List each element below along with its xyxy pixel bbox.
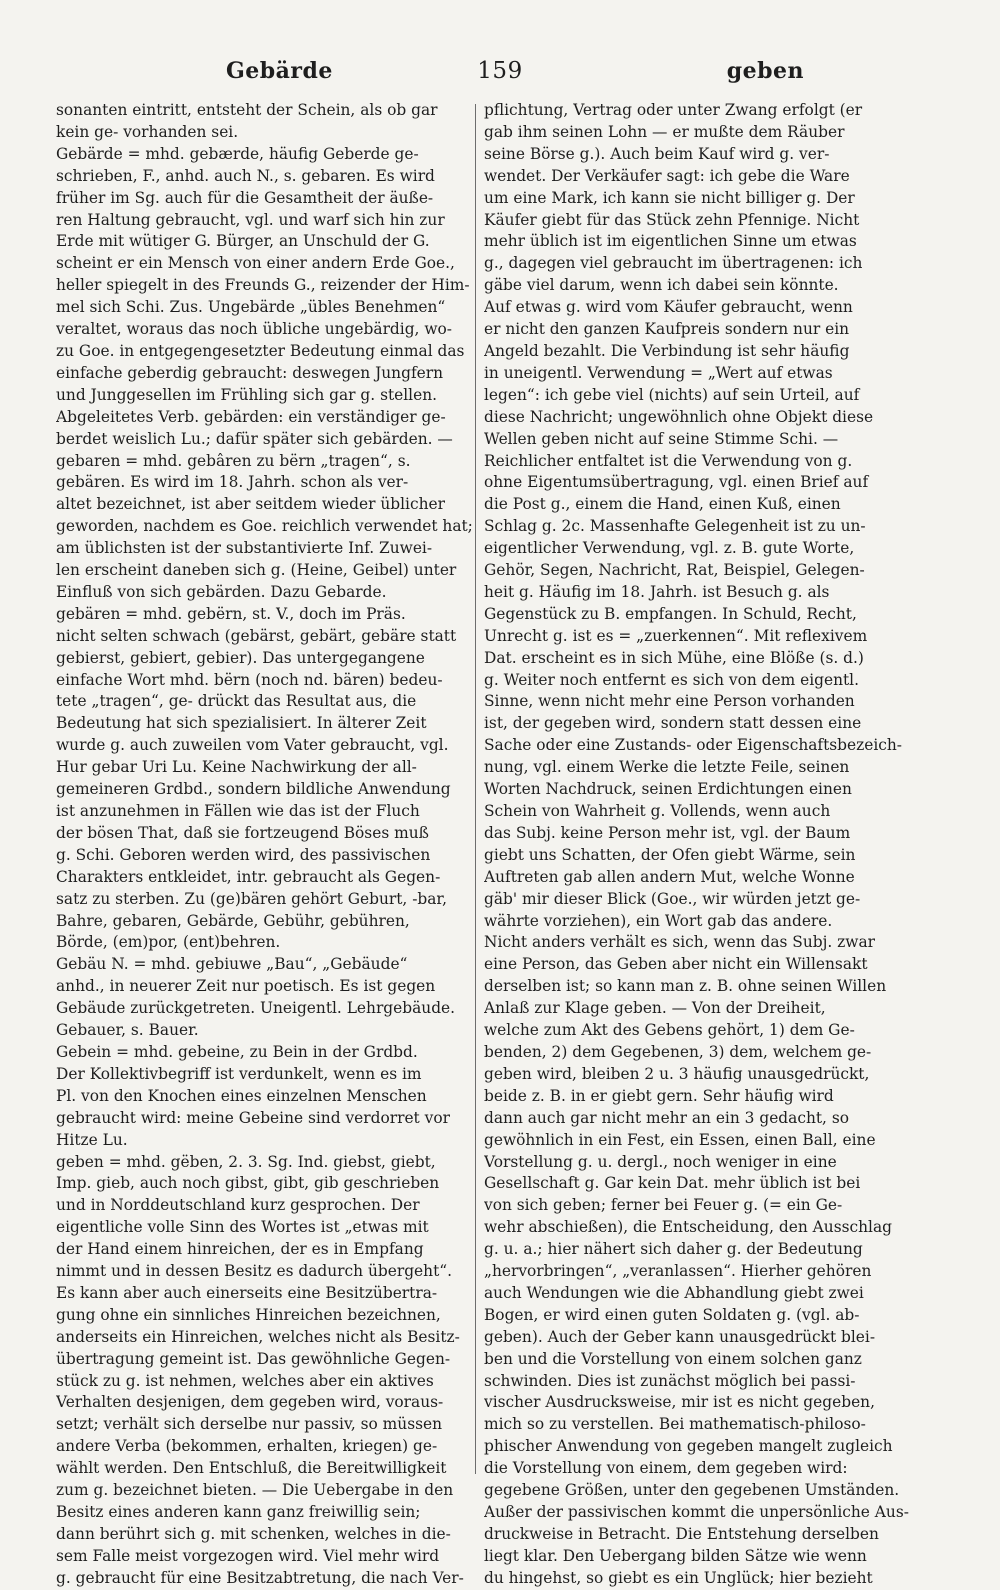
text-line: Hur gebar Uri Lu. Keine Nachwirkung der all- — [56, 758, 417, 777]
text-line: mel sich Schi. Zus. Ungebärde „übles Benehmen“ — [56, 298, 446, 317]
text-line: gemeineren Grdbd., sondern bildliche Anwendung — [56, 780, 451, 799]
text-line: schrieben, F., anhd. auch N., s. gebaren. Es wird — [56, 166, 435, 185]
text-line: gebaren = mhd. gebâren zu bërn „tragen“, s. — [56, 451, 411, 470]
text-line: Auftreten gab allen andern Mut, welche Wonne — [484, 867, 855, 886]
text-line: mehr üblich ist im eigentlichen Sinne um etwas — [484, 232, 857, 251]
text-line: Bahre, gebaren, Gebärde, Gebühr, gebühren, — [56, 911, 410, 930]
text-line: Gebäu N. = mhd. gebiuwe „Bau“, „Gebäude“ — [56, 955, 408, 974]
text-line: Gebauer, s. Bauer. — [56, 1021, 199, 1040]
text-line: der Hand einem hinreichen, der es in Empfang — [56, 1240, 424, 1259]
text-line: Pl. von den Knochen eines einzelnen Menschen — [56, 1086, 427, 1105]
text-line: von sich geben; ferner bei Feuer g. (= ein Ge- — [484, 1196, 843, 1215]
text-line: dann auch gar nicht mehr an ein 3 gedacht, so — [484, 1108, 849, 1127]
text-line: anhd., in neuerer Zeit nur poetisch. Es ist gegen — [56, 977, 436, 996]
text-line: Imp. gieb, auch noch gibst, gibt, gib geschrieben — [56, 1174, 440, 1193]
text-line: tete „tragen“, ge- drückt das Resultat aus, die — [56, 692, 417, 711]
text-line: geben = mhd. gëben, 2. 3. Sg. Ind. giebst, giebt, — [56, 1152, 436, 1171]
text-line: schwinden. Dies ist zunächst möglich bei passi- — [484, 1371, 856, 1390]
text-line: um eine Mark, ich kann sie nicht billiger g. Der — [484, 188, 855, 207]
text-line: gebraucht wird: meine Gebeine sind verdorret vor — [56, 1108, 450, 1127]
text-line: eine Person, das Geben aber nicht ein Willensakt — [484, 955, 868, 974]
text-line: geben wird, bleiben 2 u. 3 häufig unausgedrückt, — [484, 1064, 870, 1083]
text-line: Es kann aber auch einerseits eine Besitzübertra- — [56, 1283, 438, 1302]
text-line: Angeld bezahlt. Die Verbindung ist sehr häufig — [484, 341, 850, 360]
text-line: heit g. Häufig im 18. Jahrh. ist Besuch g. als — [484, 582, 830, 601]
text-line: nung, vgl. einem Werke die letzte Feile, seinen — [484, 758, 850, 777]
text-line: sem Falle meist vorgezogen wird. Viel mehr wird — [56, 1546, 440, 1565]
text-line: einfache Wort mhd. bërn (noch nd. bären) bedeu- — [56, 670, 443, 689]
text-line: in uneigentl. Verwendung = „Wert auf etwas — [484, 363, 833, 382]
text-line: nimmt und in dessen Besitz es dadurch übergeht“. — [56, 1262, 453, 1281]
text-line: Auf etwas g. wird vom Käufer gebraucht, wenn — [484, 298, 853, 317]
text-line: eigentliche volle Sinn des Wortes ist „etwas mit — [56, 1218, 429, 1237]
text-line: Käufer giebt für das Stück zehn Pfennige. Nicht — [484, 210, 860, 229]
text-line: veraltet, woraus das noch übliche ungebärdig, wo- — [56, 320, 452, 339]
text-line: beide z. B. in er giebt gern. Sehr häufig wird — [484, 1086, 834, 1105]
text-line: wendet. Der Verkäufer sagt: ich gebe die Ware — [484, 166, 850, 185]
text-line: früher im Sg. auch für die Gesamtheit der äuße- — [56, 188, 434, 207]
text-line: Worten Nachdruck, seinen Erdichtungen einen — [484, 780, 852, 799]
text-line: Schlag g. 2c. Massenhafte Gelegenheit ist zu un- — [484, 517, 866, 536]
text-line: gebierst, gebiert, gebier). Das untergegangene — [56, 648, 425, 667]
text-line: Abgeleitetes Verb. gebärden: ein verständiger ge- — [56, 407, 446, 426]
text-line: Schein von Wahrheit g. Vollends, wenn auch — [484, 802, 831, 820]
text-line: setzt; verhält sich derselbe nur passiv, so müssen — [56, 1415, 443, 1434]
text-line: auch Wendungen wie die Abhandlung giebt zwei — [484, 1283, 864, 1302]
text-line: ren Haltung gebraucht, vgl. und warf sich hin zur — [56, 210, 445, 229]
text-line: g. gebraucht für eine Besitzabtretung, die nach Ver- — [56, 1568, 464, 1587]
text-line: währte vorziehen), ein Wort gab das andere. — [484, 911, 833, 930]
text-line: derselben ist; so kann man z. B. ohne seinen Willen — [484, 977, 887, 996]
text-line: dann berührt sich g. mit schenken, welches in die- — [56, 1524, 451, 1543]
text-line: scheint er ein Mensch von einer andern Erde Goe., — [56, 254, 455, 273]
text-line: Erde mit wütiger G. Bürger, an Unschuld der G. — [56, 232, 430, 251]
text-line: gäbe viel darum, wenn ich dabei sein könnte. — [484, 276, 839, 295]
text-line: Gebein = mhd. gebeine, zu Bein in der Grdbd. — [56, 1042, 418, 1061]
text-line: heller spiegelt in des Freunds G., reizender der Him- — [56, 276, 470, 295]
text-line: kein ge- vorhanden sei. — [56, 122, 239, 141]
text-line: und in Norddeutschland kurz gesprochen. Der — [56, 1196, 420, 1215]
text-line: wählt werden. Den Entschluß, die Bereitwilligkeit — [56, 1459, 447, 1478]
text-line: Reichlicher entfaltet ist die Verwendung von g. — [484, 451, 853, 470]
text-line: satz zu sterben. Zu (ge)bären gehört Geburt, -bar, — [56, 889, 447, 908]
text-line: du hingehst, so giebt es ein Unglück; hier bezieht — [484, 1568, 873, 1587]
text-line: gegebene Größen, unter den gegebenen Umständen. — [484, 1481, 900, 1500]
text-line: einfache geberdig gebraucht: deswegen Jungfern — [56, 363, 444, 382]
text-line: die Post g., einem die Hand, einen Kuß, einen — [484, 495, 841, 514]
right-column — [484, 100, 910, 1590]
text-line: anderseits ein Hinreichen, welches nicht als Besitz- — [56, 1327, 460, 1346]
text-line: gewöhnlich in ein Fest, ein Essen, einen Ball, eine — [484, 1130, 876, 1149]
text-line: eigentlicher Verwendung, vgl. z. B. gute Worte, — [484, 539, 855, 558]
text-line: Unrecht g. ist es = „zuerkennen“. Mit reflexivem — [484, 626, 868, 645]
text-line: das Subj. keine Person mehr ist, vgl. der Baum — [484, 823, 851, 842]
text-line: Charakters entkleidet, intr. gebraucht als Gegen- — [56, 867, 441, 886]
text-line: „hervorbringen“, „veranlassen“. Hierher gehören — [484, 1262, 872, 1281]
text-line: am üblichsten ist der substantivierte Inf. Zuwei- — [56, 539, 433, 558]
text-line: pflichtung, Vertrag oder unter Zwang erfolgt (er — [484, 101, 863, 119]
text-line: Der Kollektivbegriff ist verdunkelt, wenn es im — [56, 1064, 422, 1083]
text-line: sonanten eintritt, entsteht der Schein, als ob gar — [56, 101, 438, 119]
text-line: gebären. Es wird im 18. Jahrh. schon als ver- — [56, 473, 409, 492]
text-line: gab ihm seinen Lohn — er mußte dem Räuber — [484, 122, 845, 141]
text-line: er nicht den ganzen Kaufpreis sondern nur ein — [484, 320, 850, 339]
text-line: wurde g. auch zuweilen vom Vater gebraucht, vgl. — [56, 736, 449, 755]
text-line: g., dagegen viel gebraucht im übertragenen: ich — [484, 254, 863, 273]
text-line: nicht selten schwach (gebärst, gebärt, gebäre statt — [56, 626, 457, 645]
text-line: Wellen geben nicht auf seine Stimme Schi. — — [484, 429, 839, 448]
text-line: zu Goe. in entgegengesetzter Bedeutung einmal das — [56, 341, 465, 360]
text-line: Hitze Lu. — [56, 1130, 128, 1149]
text-line: seine Börse g.). Auch beim Kauf wird g. ver- — [484, 144, 830, 163]
text-line: geworden, nachdem es Goe. reichlich verwendet hat; — [56, 517, 473, 536]
header-left-word: Gebärde — [226, 58, 333, 84]
page-number: 159 — [477, 58, 523, 84]
text-line: Gegenstück zu B. empfangen. In Schuld, Recht, — [484, 604, 857, 623]
text-line: benden, 2) dem Gegebenen, 3) dem, welchem ge- — [484, 1042, 872, 1061]
text-line: Bogen, er wird einen guten Soldaten g. (vgl. ab- — [484, 1305, 860, 1324]
text-line: zum g. bezeichnet bieten. — Die Uebergabe in den — [56, 1481, 454, 1500]
text-line: g. Schi. Geboren werden wird, des passivischen — [56, 845, 431, 864]
text-line: andere Verba (bekommen, erhalten, kriegen) ge- — [56, 1437, 438, 1456]
text-line: Gebärde = mhd. gebærde, häufig Geberde ge- — [56, 144, 419, 163]
text-line: giebt uns Schatten, der Ofen giebt Wärme, sein — [484, 845, 856, 864]
text-line: Einfluß von sich gebärden. Dazu Gebarde. — [56, 582, 387, 601]
text-line: gäb' mir dieser Blick (Goe., wir würden jetzt ge- — [484, 889, 861, 908]
text-line: die Vorstellung von einem, dem gegeben wird: — [484, 1459, 848, 1478]
text-line: Besitz eines anderen kann ganz freiwillig sein; — [56, 1503, 421, 1521]
left-column — [56, 100, 482, 1590]
text-line: stück zu g. ist nehmen, welches aber ein aktives — [56, 1371, 434, 1390]
text-line: welche zum Akt des Gebens gehört, 1) dem Ge- — [484, 1021, 855, 1040]
text-line: druckweise in Betracht. Die Entstehung derselben — [484, 1524, 879, 1543]
text-line: Sinne, wenn nicht mehr eine Person vorhanden — [484, 692, 855, 711]
text-line: geben). Auch der Geber kann unausgedrückt blei- — [484, 1327, 876, 1346]
text-line: Gebäude zurückgetreten. Uneigentl. Lehrgebäude. — [56, 999, 456, 1018]
text-line: berdet weislich Lu.; dafür später sich gebärden. — — [56, 429, 453, 448]
text-line: g. Weiter noch entfernt es sich von dem eigentl. — [484, 670, 859, 689]
text-line: Verhalten desjenigen, dem gegeben wird, voraus- — [56, 1393, 444, 1412]
text-line: übertragung gemeint ist. Das gewöhnliche Gegen- — [56, 1349, 451, 1368]
text-line: ist anzunehmen in Fällen wie das ist der Fluch — [56, 802, 420, 820]
text-line: gung ohne ein sinnliches Hinreichen bezeichnen, — [56, 1305, 441, 1324]
text-line: Außer der passivischen kommt die unpersönliche Aus- — [484, 1503, 909, 1521]
text-line: Börde, (em)por, (ent)behren. — [56, 933, 281, 952]
text-line: diese Nachricht; ungewöhnlich ohne Objekt diese — [484, 407, 874, 426]
text-line: vischer Ausdrucksweise, mir ist es nicht gegeben, — [484, 1393, 875, 1412]
header-right-word: geben — [726, 58, 804, 84]
text-line: ist, der gegeben wird, sondern statt dessen eine — [484, 714, 862, 733]
text-line: Bedeutung hat sich spezialisiert. In älterer Zeit — [56, 714, 427, 733]
text-line: phischer Anwendung von gegeben mangelt zugleich — [484, 1437, 893, 1456]
text-line: wehr abschießen), die Entscheidung, den Ausschlag — [484, 1218, 892, 1237]
text-line: ben und die Vorstellung von einem solchen ganz — [484, 1349, 862, 1368]
text-line: altet bezeichnet, ist aber seitdem wieder üblicher — [56, 495, 445, 514]
text-line: Dat. erscheint es in sich Mühe, eine Blöße (s. d.) — [484, 648, 864, 667]
text-line: len erscheint daneben sich g. (Heine, Geibel) unter — [56, 561, 457, 580]
text-line: ohne Eigentumsübertragung, vgl. einen Brief auf — [484, 473, 869, 492]
text-line: liegt klar. Den Uebergang bilden Sätze wie wenn — [484, 1546, 867, 1565]
text-line: Gesellschaft g. Gar kein Dat. mehr üblich ist bei — [484, 1174, 861, 1193]
text-line: der bösen That, daß sie fortzeugend Böses muß — [56, 823, 429, 842]
text-line: Vorstellung g. u. dergl., noch weniger in eine — [484, 1152, 837, 1171]
running-header — [56, 58, 944, 92]
text-line: legen“: ich gebe viel (nichts) auf sein Urteil, auf — [484, 385, 860, 404]
text-line: Gehör, Segen, Nachricht, Rat, Beispiel, Gelegen- — [484, 561, 865, 580]
text-line: Anlaß zur Klage geben. — Von der Dreiheit, — [484, 999, 826, 1018]
column-divider — [475, 104, 476, 1474]
text-line: gebären = mhd. gebërn, st. V., doch im Präs. — [56, 604, 406, 623]
text-line: Sache oder eine Zustands- oder Eigenschaftsbezeich- — [484, 736, 903, 755]
text-line: und Junggesellen im Frühling sich gar g. stellen. — [56, 385, 438, 404]
text-line: mich so zu verstellen. Bei mathematisch-philoso- — [484, 1415, 866, 1434]
text-line: g. u. a.; hier nähert sich daher g. der Bedeutung — [484, 1240, 863, 1259]
text-line: Nicht anders verhält es sich, wenn das Subj. zwar — [484, 933, 875, 952]
